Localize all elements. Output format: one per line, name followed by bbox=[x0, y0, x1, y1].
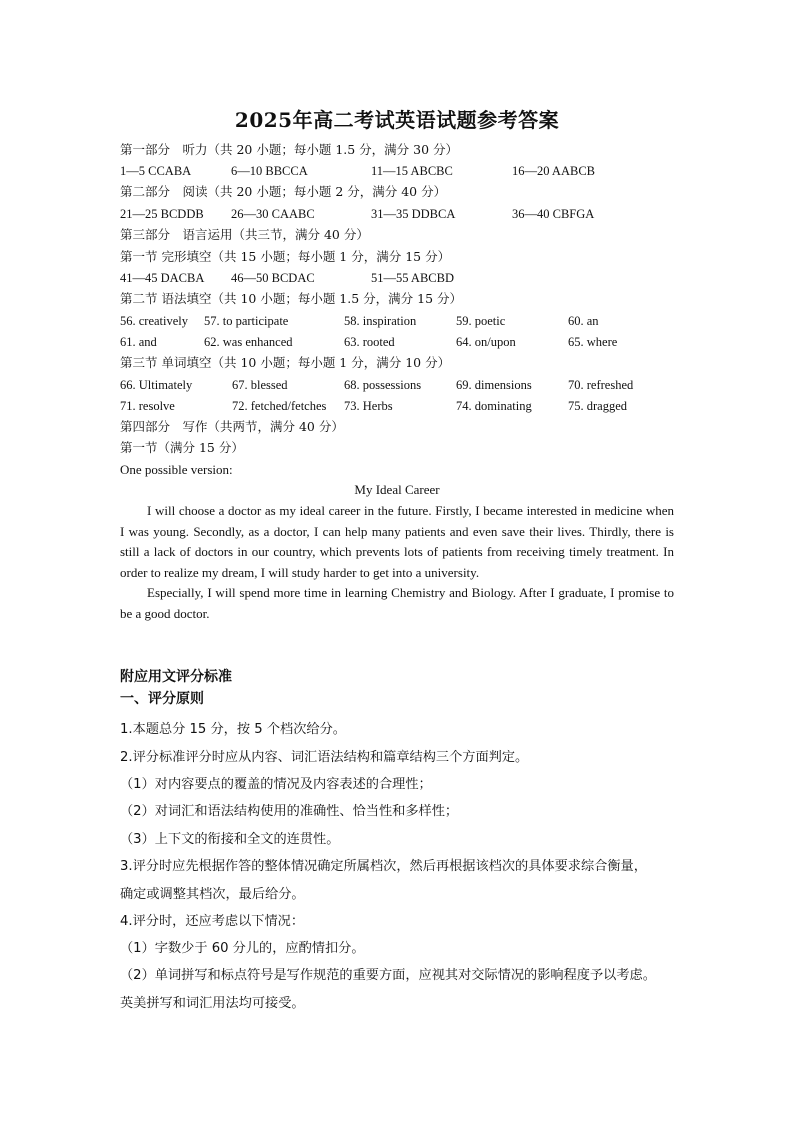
rubric-line: 英美拼写和词汇用法均可接受。 bbox=[120, 996, 305, 1011]
part4-section1-heading: 第一节（满分 15 分） bbox=[120, 440, 244, 455]
answer-item: 70. refreshed bbox=[568, 378, 634, 392]
answer-item: 75. dragged bbox=[568, 399, 628, 413]
version-label: One possible version: bbox=[120, 462, 233, 477]
part3-section1-heading: 第一节 完形填空（共 15 小题；每小题 1 分，满分 15 分） bbox=[120, 249, 451, 264]
rubric-line: 3.评分时应先根据作答的整体情况确定所属档次，然后再根据该档次的具体要求综合衡量， bbox=[120, 859, 647, 874]
word-answers-row-1 bbox=[0, 377, 794, 393]
part2-answers-row bbox=[0, 206, 794, 222]
part3-section3-heading: 第三节 单词填空（共 10 小题；每小题 1 分，满分 10 分） bbox=[120, 355, 451, 370]
answer-group: 31—35 DDBCA bbox=[371, 207, 456, 221]
answer-item: 56. creatively bbox=[120, 314, 189, 328]
answer-group: 11—15 ABCBC bbox=[371, 164, 453, 178]
answer-item: 74. dominating bbox=[456, 399, 532, 413]
grammar-answers-row-2 bbox=[0, 334, 794, 350]
answer-group: 41—45 DACBA bbox=[120, 271, 205, 285]
answer-group: 46—50 BCDAC bbox=[231, 271, 315, 285]
answer-item: 69. dimensions bbox=[456, 378, 532, 392]
part1-heading: 第一部分 听力（共 20 小题；每小题 1.5 分，满分 30 分） bbox=[120, 142, 459, 157]
answer-item: 66. Ultimately bbox=[120, 378, 193, 392]
rubric-heading: 附应用文评分标准 bbox=[120, 669, 232, 685]
essay-title: My Ideal Career bbox=[354, 482, 440, 497]
answer-item: 61. and bbox=[120, 335, 157, 349]
answer-item: 73. Herbs bbox=[344, 399, 393, 413]
answer-item: 57. to participate bbox=[204, 314, 289, 328]
essay-body bbox=[120, 501, 674, 625]
answer-item: 68. possessions bbox=[344, 378, 422, 392]
answer-group: 16—20 AABCB bbox=[512, 164, 596, 178]
part1-answers-row bbox=[0, 163, 794, 179]
answer-group: 1—5 CCABA bbox=[120, 164, 192, 178]
answer-item: 72. fetched/fetches bbox=[232, 399, 327, 413]
answer-item: 71. resolve bbox=[120, 399, 175, 413]
word-answers-row-2 bbox=[0, 398, 794, 414]
answer-item: 63. rooted bbox=[344, 335, 395, 349]
essay-paragraph-1: I will choose a doctor as my ideal career in the future. Firstly, I became interested in medicine when I was young. Secondly, as a doctor, I can help many patients and even save their lives. Thirdly, there is still a lack of doctors in our country, which prevents lots of patients from receiving timely treatment. In order to realize my dream, I will study harder to get into a university. bbox=[120, 503, 674, 580]
rubric-line: （1）字数少于 60 分儿的，应酌情扣分。 bbox=[120, 941, 365, 956]
rubric-line: 4.评分时，还应考虑以下情况： bbox=[120, 914, 305, 929]
rubric-line: （3）上下文的衔接和全文的连贯性。 bbox=[120, 832, 340, 847]
answer-item: 59. poetic bbox=[456, 314, 506, 328]
part3-heading: 第三部分 语言运用（共三节，满分 40 分） bbox=[120, 227, 369, 242]
answer-item: 64. on/upon bbox=[456, 335, 516, 349]
part3-section1-answers-row bbox=[0, 270, 794, 286]
rubric-line: 1.本题总分 15 分，按 5 个档次给分。 bbox=[120, 722, 346, 737]
part2-heading: 第二部分 阅读（共 20 小题；每小题 2 分，满分 40 分） bbox=[120, 184, 447, 199]
answer-group: 6—10 BBCCA bbox=[231, 164, 308, 178]
rubric-line: （2）对词汇和语法结构使用的准确性、恰当性和多样性； bbox=[120, 804, 459, 819]
essay-paragraph-2: Especially, I will spend more time in learning Chemistry and Biology. After I graduate, I promise to be a good doctor. bbox=[120, 585, 674, 621]
page-title: 2025年高二考试英语试题参考答案 bbox=[234, 108, 560, 132]
answer-item: 60. an bbox=[568, 314, 599, 328]
answer-item: 67. blessed bbox=[232, 378, 288, 392]
rubric-line: 2.评分标准评分时应从内容、词汇语法结构和篇章结构三个方面判定。 bbox=[120, 750, 529, 765]
part4-heading: 第四部分 写作（共两节，满分 40 分） bbox=[120, 419, 344, 434]
grammar-answers-row-1 bbox=[0, 313, 794, 329]
answer-group: 21—25 BCDDB bbox=[120, 207, 204, 221]
rubric-subheading: 一、评分原则 bbox=[120, 691, 204, 707]
answer-group: 36—40 CBFGA bbox=[512, 207, 595, 221]
part3-section2-heading: 第二节 语法填空（共 10 小题；每小题 1.5 分，满分 15 分） bbox=[120, 291, 463, 306]
rubric-line: （2）单词拼写和标点符号是写作规范的重要方面，应视其对交际情况的影响程度予以考虑。 bbox=[120, 968, 656, 983]
answer-item: 65. where bbox=[568, 335, 618, 349]
answer-item: 58. inspiration bbox=[344, 314, 417, 328]
answer-group: 26—30 CAABC bbox=[231, 207, 315, 221]
answer-item: 62. was enhanced bbox=[204, 335, 293, 349]
rubric-line: （1）对内容要点的覆盖的情况及内容表述的合理性； bbox=[120, 777, 432, 792]
answer-group: 51—55 ABCBD bbox=[371, 271, 455, 285]
rubric-line: 确定或调整其档次，最后给分。 bbox=[120, 887, 305, 902]
